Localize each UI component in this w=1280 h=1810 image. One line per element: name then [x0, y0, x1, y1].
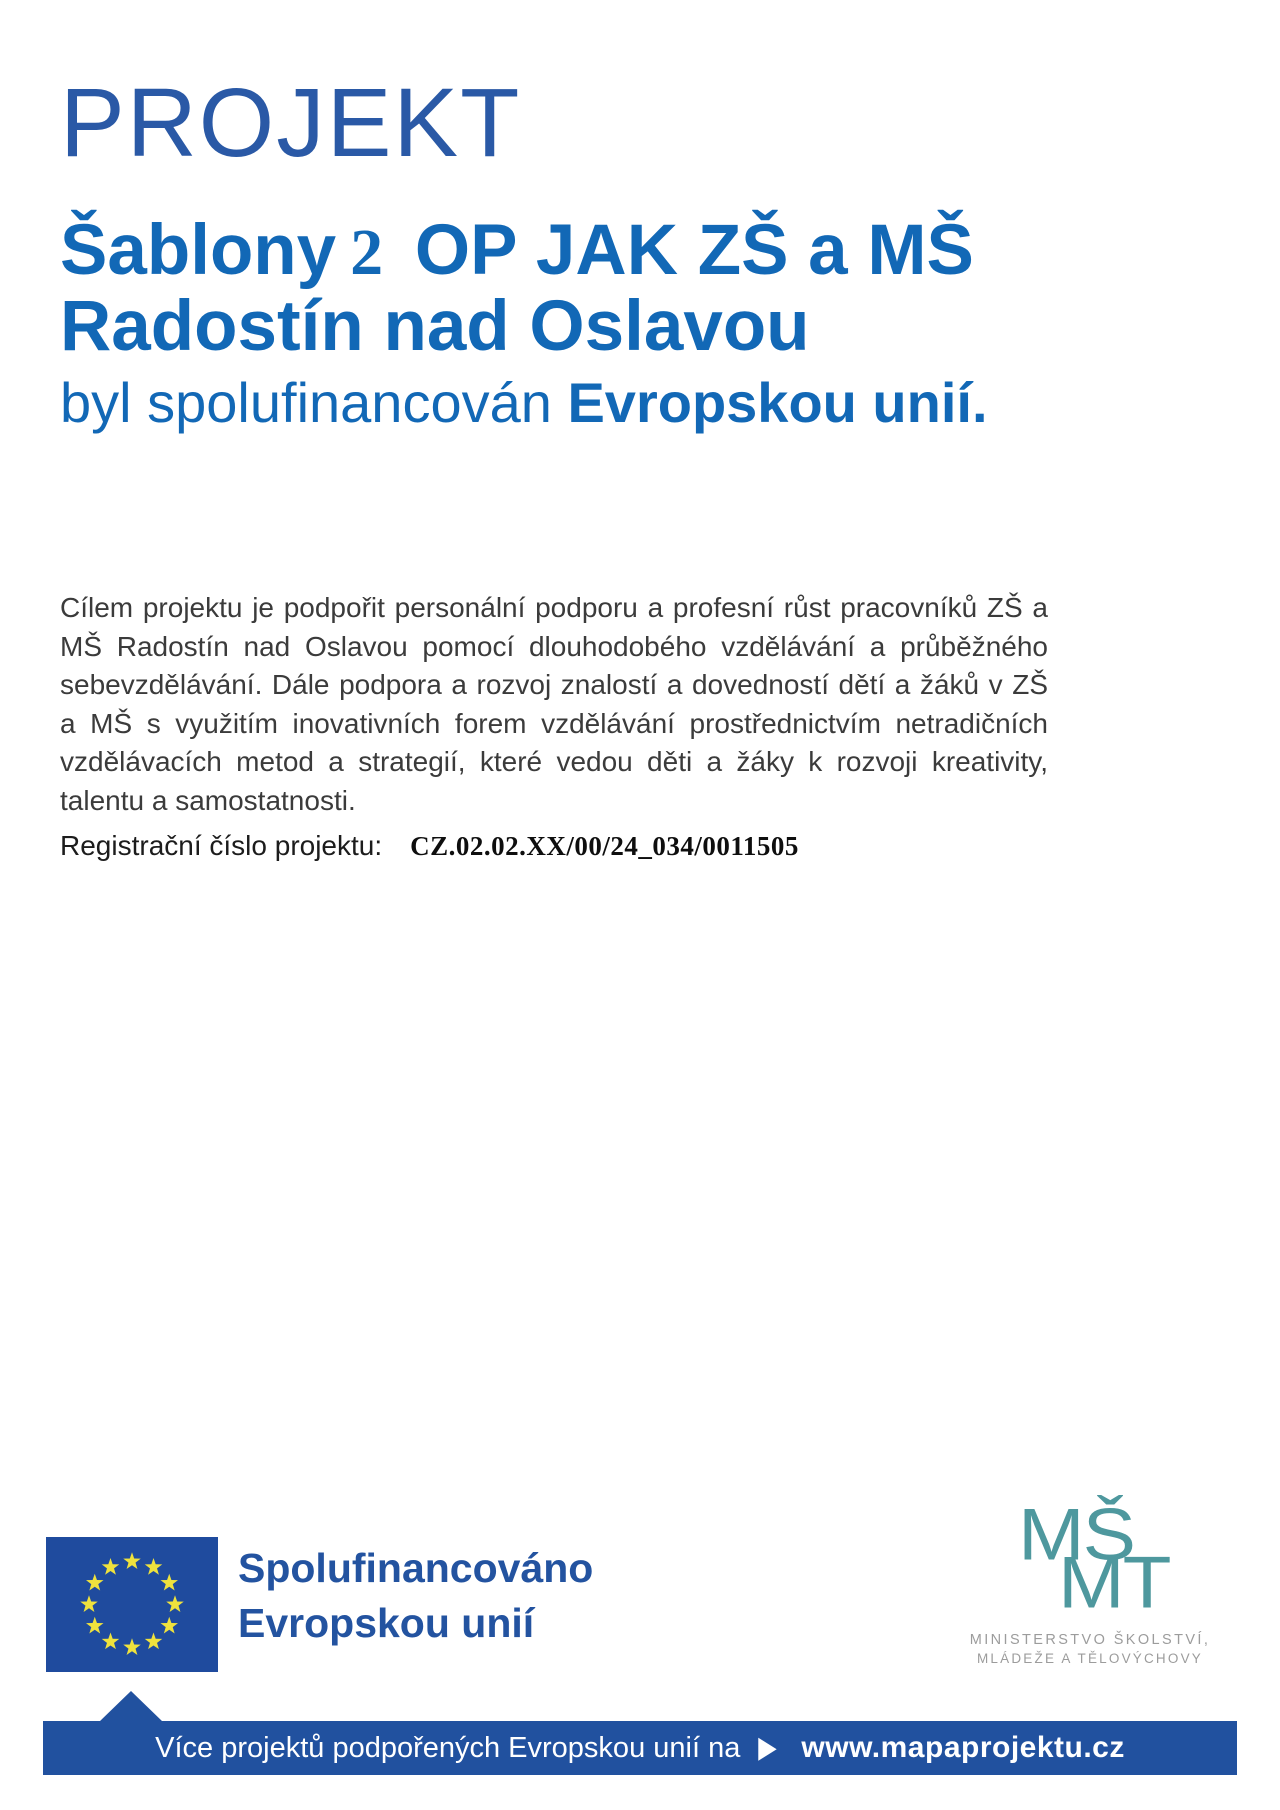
- play-triangle-icon: ▶: [758, 1731, 778, 1764]
- msmt-caption-line1: MINISTERSTVO ŠKOLSTVÍ,: [969, 1632, 1211, 1648]
- project-description: Cílem projektu je podpořit personální podporu a profesní růst pracovníků ZŠ a MŠ Radostín nad Oslavou pomocí dlouhodobého vzdělávání a průběžného sebevzdělávání. Dále podpora a rozvoj znalostí a dovedností dětí a žáků v ZŠ a MŠ s využitím inovativních forem vzdělávání prostřednictvím netradičních vzdělávacích metod a strategií, které vedou děti a žáky k rozvoji kreativity, talentu a samostatnosti.: [60, 592, 1048, 816]
- page-kicker: PROJEKT: [60, 68, 522, 177]
- registration-number: CZ.02.02.XX/00/24_034/0011505: [410, 831, 799, 861]
- msmt-logo: [930, 1493, 1250, 1668]
- registration-label: Registrační číslo projektu:: [60, 830, 383, 861]
- registration-row: [60, 830, 799, 862]
- footer-text: Více projektů podpořených Evropskou unií na: [155, 1731, 741, 1764]
- eu-flag-stars: [46, 1537, 218, 1672]
- subtitle-regular: byl spolufinancován: [60, 371, 568, 434]
- title-line1: Šablony 2 OP JAK ZŠ a MŠ: [60, 211, 974, 290]
- footer-url-link[interactable]: www.mapaprojektu.cz: [801, 1731, 1125, 1764]
- footer-pointer-triangle-icon: [99, 1691, 163, 1722]
- title-number: 2: [350, 216, 384, 289]
- project-title: [60, 211, 974, 366]
- msmt-caption-line2: MLÁDEŽE A TĚLOVÝCHOVY: [976, 1651, 1203, 1666]
- eu-cofinance-line1: Spolufinancováno: [238, 1545, 594, 1591]
- eu-cofinance-line2: Evropskou unií: [238, 1600, 535, 1646]
- project-subtitle: [60, 372, 988, 434]
- eu-flag-icon: [46, 1537, 218, 1672]
- eu-cofinance-label: [238, 1541, 593, 1651]
- title-line2: Radostín nad Oslavou: [60, 287, 810, 366]
- msmt-monogram-icon: MŠ MT: [1018, 1493, 1170, 1624]
- msmt-caption: [930, 1630, 1250, 1668]
- footer-banner: [43, 1721, 1237, 1775]
- subtitle-bold: Evropskou unií.: [567, 371, 988, 434]
